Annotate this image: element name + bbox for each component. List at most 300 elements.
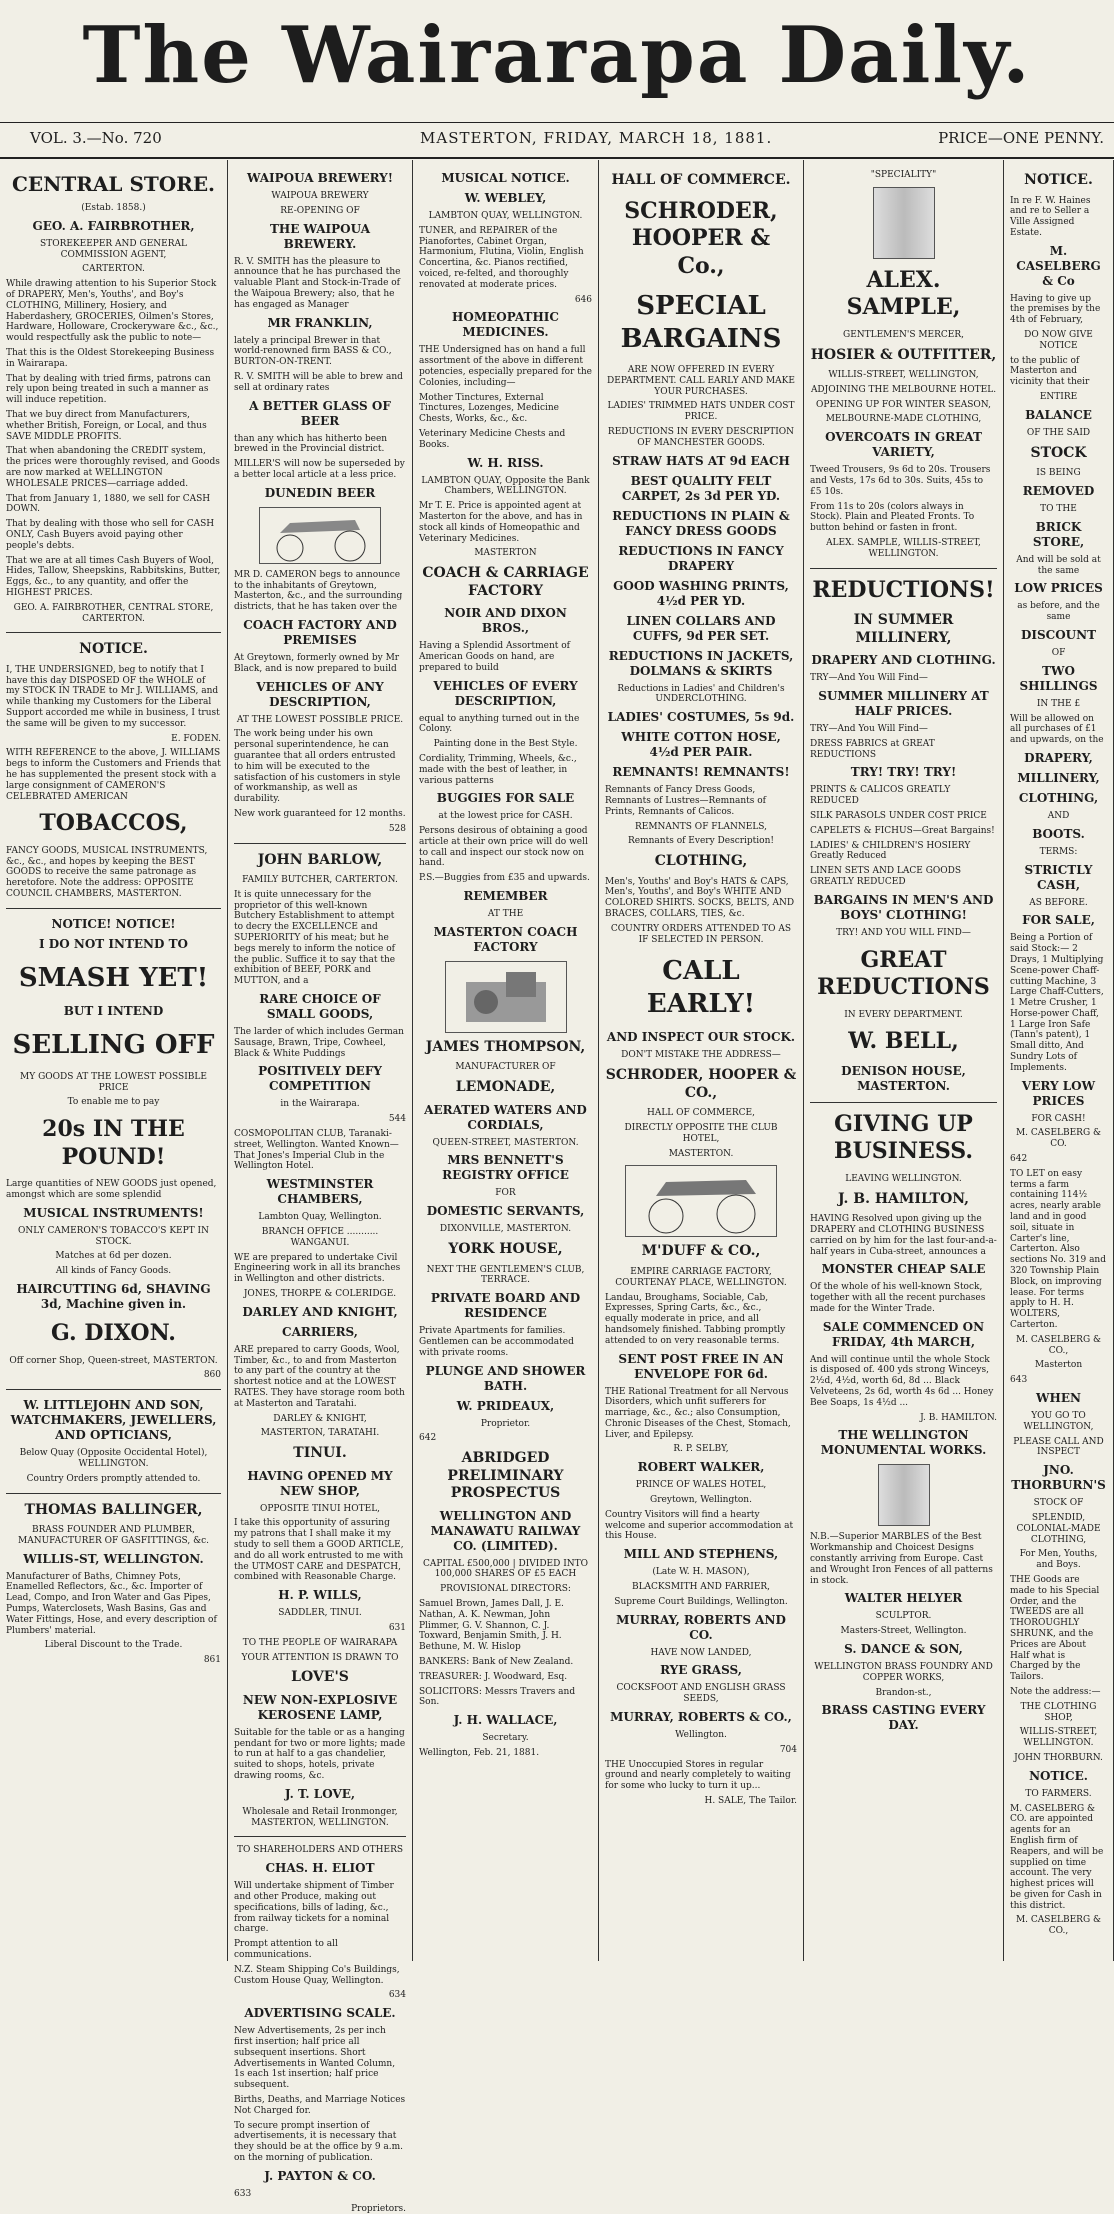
darley-sig: DARLEY & KNIGHT,	[273, 1413, 367, 1424]
lemonade: LEMONADE,	[455, 1079, 556, 1096]
notice-item: That by dealing with those who sell for CASH ONLY, Cash Buyers avoid paying other people's debts.	[6, 519, 215, 551]
walter-name: WALTER HELYER	[844, 1591, 963, 1606]
solicitors: SOLICITORS: Messrs Travers and Son.	[419, 1686, 576, 1708]
hose: WHITE COTTON HOSE, 4½d PER PAIR.	[621, 730, 781, 760]
coach-factory-body: Cordiality, Trimming, Wheels, &c., made with the best of leather, in various patterns	[419, 753, 577, 786]
aerated: AERATED WATERS AND CORDIALS,	[424, 1102, 587, 1132]
when: WHEN	[1036, 1391, 1081, 1405]
hamilton-sig: J. B. HAMILTON.	[920, 1412, 997, 1423]
ballinger-location: WILLIS-ST, WELLINGTON.	[23, 1551, 204, 1566]
opposite-club: DIRECTLY OPPOSITE THE CLUB HOTEL,	[624, 1123, 778, 1144]
of-said: OF THE SAID	[1026, 427, 1091, 438]
notice-heading: NOTICE.	[79, 641, 148, 658]
remnants-body: Remnants of Fancy Dress Goods, Remnants of Lustres—Remnants of Prints, Remnants of Calicos.	[605, 785, 766, 817]
call-early: CALL EARLY!	[646, 956, 756, 1019]
try-line: TRY—And You Will Find—	[810, 723, 928, 734]
camerons-line: ONLY CAMERON'S TOBACCO'S KEPT IN STOCK.	[18, 1225, 209, 1247]
mill-loc: Supreme Court Buildings, Wellington.	[614, 1596, 788, 1607]
coach-body: At Greytown, formerly owned by Mr Black, and is now prepared to build	[234, 652, 400, 674]
public: to the public of Masterton and vicinity that their	[1010, 355, 1090, 388]
terms: TERMS:	[1039, 846, 1078, 857]
tinui-heading: TINUI.	[293, 1445, 347, 1462]
divider	[6, 908, 221, 909]
try-find: TRY! AND YOU WILL FIND—	[836, 927, 971, 938]
to-the: TO THE	[1040, 503, 1077, 514]
carriage-illustration	[259, 507, 381, 564]
millinery: MILLINERY,	[1017, 770, 1100, 785]
plain-dress: REDUCTIONS IN PLAIN & FANCY DRESS GOODS	[612, 508, 790, 538]
notice-item: That from January 1, 1880, we sell for CASH DOWN.	[6, 493, 211, 515]
felt-carpet: BEST QUALITY FELT CARPET, 2s 3d PER YD.	[621, 473, 781, 503]
divider	[810, 1102, 997, 1103]
remember: REMEMBER	[463, 889, 548, 904]
ad-number: 634	[388, 1990, 406, 2001]
buggy-illustration	[625, 1165, 777, 1237]
ballinger-discount: Liberal Discount to the Trade.	[44, 1640, 183, 1651]
pound-heading: 20s IN THE POUND!	[42, 1116, 185, 1170]
brick-store: BRICK STORE,	[1032, 519, 1085, 549]
waipoua-re: RE-OPENING OF	[280, 205, 360, 216]
sample-heading: ALEX. SAMPLE,	[846, 266, 961, 321]
monument-illustration	[878, 1464, 930, 1526]
brass-casting: BRASS CASTING EVERY DAY.	[821, 1703, 986, 1733]
homeopathic-body: THE Undersigned has on hand a full assortment of the above in different potencies, especially prepared for the Colonies, including—	[419, 345, 592, 388]
coach-factory-heading: COACH & CARRIAGE FACTORY	[422, 565, 589, 599]
homeopathic-heading: HOMEOPATHIC MEDICINES.	[452, 310, 559, 340]
costumes: LADIES' COSTUMES, 5s 9d.	[607, 710, 795, 725]
hall-name: HALL OF COMMERCE,	[646, 1108, 755, 1119]
to-let-loc: Masterton	[1034, 1360, 1083, 1371]
barlow-small-goods: RARE CHOICE OF SMALL GOODS,	[259, 991, 381, 1021]
lowest-line: AT THE LOWEST POSSIBLE PRICE.	[236, 714, 404, 725]
dixon-location: Off corner Shop, Queen-street, MASTERTON.	[9, 1355, 218, 1366]
railway-heading: WELLINGTON AND MANAWATU RAILWAY CO. (LIMITED).	[430, 1508, 581, 1553]
farmers-notice: NOTICE.	[1029, 1768, 1088, 1783]
dixon-name: G. DIXON.	[51, 1320, 176, 1347]
straw-hats: STRAW HATS AT 9d EACH	[612, 453, 790, 468]
cameron-body: MR D. CAMERON begs to announce to the inhabitants of Greytown, Masterton, &c., and the surrounding districts, that he has taken over the	[234, 569, 403, 613]
overcoats: OVERCOATS IN GREAT VARIETY,	[825, 430, 982, 460]
summer-millinery: IN SUMMER MILLINERY,	[853, 612, 954, 646]
remember-at: AT THE	[487, 909, 524, 920]
waipoua-heading: WAIPOUA BREWERY!	[246, 171, 393, 185]
coach-factory-ps: P.S.—Buggies from £35 and upwards.	[419, 873, 590, 884]
advertising-role: Proprietors.	[351, 2203, 406, 2214]
thorburn-loc: WILLIS-STREET, WELLINGTON.	[1019, 1727, 1098, 1749]
splendid: SPLENDID, COLONIAL-MADE CLOTHING,	[1016, 1512, 1101, 1545]
murray-landed: HAVE NOW LANDED,	[650, 1647, 752, 1658]
eliot-loc: N.Z. Steam Shipping Co's Buildings, Custom House Quay, Wellington.	[234, 1964, 400, 1986]
bennett-servants: DOMESTIC SERVANTS,	[426, 1204, 585, 1219]
ad-number: 528	[388, 823, 406, 834]
monumental-heading: THE WELLINGTON MONUMENTAL WORKS.	[820, 1428, 987, 1458]
issue-date: MASTERTON, FRIDAY, MARCH 18, 1881.	[420, 129, 773, 147]
divider	[6, 1493, 221, 1494]
notice-signature: E. FODEN.	[171, 733, 221, 744]
linen-collars: LINEN COLLARS AND CUFFS, 9d PER SET.	[626, 613, 776, 643]
dress-fabrics: DRESS FABRICS at GREAT REDUCTIONS	[810, 738, 935, 760]
littlejohn-note: Country Orders promptly attended to.	[26, 1473, 201, 1484]
advertising-heading: ADVERTISING SCALE.	[244, 2006, 396, 2021]
love-sig: J. T. LOVE,	[284, 1786, 356, 1801]
treasurer: TREASURER: J. Woodward, Esq.	[419, 1671, 568, 1682]
lamp-heading: NEW NON-EXPLOSIVE KEROSENE LAMP,	[242, 1692, 398, 1722]
info-bar	[0, 122, 1114, 159]
ad-number: 642	[419, 1433, 437, 1444]
bennett-heading: MRS BENNETT'S REGISTRY OFFICE	[442, 1153, 569, 1183]
notice-item: That we buy direct from Manufacturers, whether British, Foreign, or Local, and thus SAVE MIDDLE PROFITS.	[6, 409, 207, 442]
bargains-clothing: BARGAINS IN MEN'S AND BOYS' CLOTHING!	[813, 892, 994, 922]
musical-notice-heading: MUSICAL NOTICE.	[441, 171, 570, 185]
mcduff-body: Landau, Broughams, Sociable, Cab, Expresses, Spring Carts, &c., &c., equally moderate in price, and all handsomely finished. Tabbing promptly attended to on very reasonable terms.	[605, 1292, 786, 1346]
thompson-loc: QUEEN-STREET, MASTERTON.	[432, 1137, 579, 1148]
notice-item: That when abandoning the CREDIT system, the prices were thoroughly revised, and Goods are now marked at WELLINGTON WHOLESALE PRICES—carriage added.	[6, 446, 220, 489]
monster-sale: MONSTER CHEAP SALE	[821, 1262, 986, 1277]
goods-line: MY GOODS AT THE LOWEST POSSIBLE PRICE	[20, 1071, 207, 1093]
balance: BALANCE	[1025, 407, 1092, 422]
ad-number: 704	[779, 1744, 797, 1755]
eliot-body: Will undertake shipment of Timber and other Produce, making out specifications, bills of lading, &c., from railway tickets for a nominal charge.	[234, 1881, 394, 1935]
wills-name: H. P. WILLS,	[278, 1588, 362, 1603]
ladies-hosiery: LADIES' & CHILDREN'S HOSIERY Greatly Reduced	[810, 840, 971, 862]
prints-calicos: PRINTS & CALICOS GREATLY REDUCED	[810, 785, 951, 807]
every-department: IN EVERY DEPARTMENT.	[844, 1009, 963, 1020]
webley-loc: LAMBTON QUAY, WELLINGTON.	[428, 211, 583, 221]
shirt-illustration	[873, 187, 935, 259]
for-sale-body: Being a Portion of said Stock:— 2 Drays, 1 Multiplying Scene-power Chaff-cutting Machine, 3 Large Chaff-Cutters, 1 Metre Crusher, 1 Horse-power Chaff, 1 Large Iron Safe (Tann's patent), 1 Small ditto, And Sundry Lots of Implements.	[1010, 933, 1104, 1073]
notice-line: BUT I INTEND	[63, 1004, 164, 1019]
walker-heading: ROBERT WALKER,	[637, 1460, 765, 1475]
drapery: DRAPERY,	[1024, 750, 1093, 765]
and: AND	[1047, 810, 1070, 821]
hall-heading: HALL OF COMMERCE.	[611, 172, 791, 188]
buggies-heading: BUGGIES FOR SALE	[436, 791, 575, 806]
haircutting-line: HAIRCUTTING 6d, SHAVING 3d, Machine given in.	[16, 1282, 211, 1312]
fancy-drapery: REDUCTIONS IN FANCY DRAPERY	[618, 543, 784, 573]
notice-body: I, THE UNDERSIGNED, beg to notify that I have this day DISPOSED OF the WHOLE of my STOCK IN TRADE to Mr J. WILLIAMS, and while thanking my Customers for the Liberal Support accorded me while in business, I trust the same will be given to my successor.	[6, 664, 220, 729]
coach-heading: COACH FACTORY AND PREMISES	[243, 617, 397, 647]
franklin: MR FRANKLIN,	[267, 315, 373, 330]
murray-heading: MURRAY, ROBERTS AND CO.	[616, 1612, 786, 1642]
for-cash: FOR CASH!	[1031, 1113, 1086, 1124]
coach-body: The work being under his own personal superintendence, he can guarantee that all orders entrusted to him will be executed to the satisfaction of his customers in style of workmanship, as well as durability.	[234, 729, 401, 805]
smash-heading: SMASH YET!	[18, 962, 209, 993]
donow: DO NOW GIVE NOTICE	[1024, 330, 1093, 351]
try-try: TRY! TRY! TRY!	[850, 765, 957, 780]
giving-up-heading: GIVING UP BUSINESS.	[833, 1110, 973, 1165]
divider	[810, 568, 997, 569]
notice-heading: NOTICE! NOTICE!	[51, 916, 176, 931]
owner-role: STOREKEEPER AND GENERAL COMMISSION AGENT,	[40, 238, 187, 260]
advertising-sig: J. PAYTON & CO.	[264, 2168, 376, 2183]
homeopathic-loc: LAMBTON QUAY, Opposite the Bank Chambers, WELLINGTON.	[421, 475, 590, 497]
divider	[6, 1389, 221, 1390]
wills-role: SADDLER, TINUI.	[278, 1608, 362, 1619]
plunge-line: PLUNGE AND SHOWER BATH.	[425, 1363, 586, 1393]
melbourne: MELBOURNE-MADE CLOTHING,	[825, 414, 982, 425]
store-body: While drawing attention to his Superior Stock of DRAPERY, Men's, Youths', and Boy's CLOTHING, Millinery, Hosiery, and Haberdashery, GROCERIES, Oilmen's Stores, Hardware, Holloware, Crockeryware &c., &c., would respectfully ask the public to note—	[6, 279, 219, 344]
bennett-loc: DIXONVILLE, MASTERTON.	[439, 1224, 572, 1235]
brass-foundry: WELLINGTON BRASS FOUNDRY AND COPPER WORKS,	[814, 1662, 993, 1683]
homeopathic-list: Mother Tinctures, External Tinctures, Lozenges, Medicine Chests, Works, &c., &c.	[419, 392, 560, 425]
column-6	[1004, 160, 1114, 1961]
volume-number: VOL. 3.—No. 720	[30, 129, 162, 147]
thorburn-sig: JOHN THORBURN.	[1014, 1752, 1103, 1763]
adjoining: ADJOINING THE MELBOURNE HOTEL.	[810, 384, 997, 395]
stock-of: STOCK OF	[1033, 1498, 1084, 1509]
mcduff-loc: EMPIRE CARRIAGE FACTORY, COURTENAY PLACE, WELLINGTON.	[615, 1266, 787, 1288]
eliot-heading: TO SHAREHOLDERS AND OTHERS	[236, 1845, 404, 1856]
divider	[234, 1836, 406, 1837]
sale-body: And will continue until the whole Stock is disposed of. 400 yds strong Winceys, 2½d, 4½d, worth 6d, 8d ... Black Velveteens, 2s 6d, worth 4s 6d ... Honey Bee Soaps, 1s 4½d ...	[810, 1354, 994, 1408]
as-before: AS BEFORE.	[1029, 897, 1088, 908]
wallace-loc: Wellington, Feb. 21, 1881.	[419, 1748, 540, 1758]
tweed: Tweed Trousers, 9s 6d to 20s. Trousers and Vests, 17s 6d to 30s. Suits, 45s to £5 10s.	[810, 465, 991, 497]
coach-factory-vehicles: VEHICLES OF EVERY DESCRIPTION,	[433, 678, 578, 708]
board-heading: PRIVATE BOARD AND RESIDENCE	[430, 1291, 581, 1321]
buggies-sub: at the lowest price for CASH.	[438, 811, 573, 822]
underclothing: Reductions in Ladies' and Children's UNDERCLOTHING.	[617, 683, 785, 705]
lamp-attention: YOUR ATTENTION IS DRAWN TO	[241, 1652, 399, 1663]
tinui-body: I take this opportunity of assuring my patrons that I shall make it my study to sell them a GOOD ARTICLE, and do all work entrusted to me with the UTMOST CARE and DESPATCH, combined with Reasonable Charge.	[234, 1518, 404, 1583]
farmers-sig: M. CASELBERG & CO.,	[1015, 1915, 1102, 1937]
tobacco-heading: TOBACCOS,	[39, 810, 188, 837]
tinui-sub: OPPOSITE TINUI HOTEL,	[259, 1503, 381, 1514]
removed: REMOVED	[1022, 483, 1095, 498]
two-shillings: TWO SHILLINGS	[1019, 663, 1098, 693]
brass-loc: Brandon-st.,	[875, 1687, 932, 1698]
notice-heading: NOTICE.	[1024, 172, 1093, 188]
denison-house: DENISON HOUSE, MASTERTON.	[841, 1063, 966, 1093]
goods-body: Large quantities of NEW GOODS just opened, amongst which are some splendid	[6, 1179, 217, 1201]
westminster-body: WE are prepared to undertake Civil Engineering work in all its branches in Wellington and other districts.	[234, 1252, 401, 1285]
notice-item: That this is the Oldest Storekeeping Business in Wairarapa.	[6, 347, 215, 369]
pridreaux-role: Proprietor.	[480, 1418, 531, 1429]
boots: BOOTS.	[1032, 826, 1085, 841]
special-bargains: SPECIAL BARGAINS	[620, 291, 782, 354]
ad-number: 631	[388, 1622, 406, 1633]
york-heading: YORK HOUSE,	[448, 1241, 563, 1258]
barlow-defy-sub: in the Wairarapa.	[280, 1099, 360, 1110]
shirts-from: From 11s to 20s (colors always in Stock). Plain and Pleated Fronts. To button behind or fasten in front.	[810, 501, 975, 534]
mcduff-heading: M'DUFF & CO.,	[641, 1243, 761, 1260]
matches-line: Matches at 6d per dozen.	[55, 1251, 172, 1262]
discount: DISCOUNT	[1020, 627, 1097, 642]
for-men: For Men, Youths, and Boys.	[1019, 1549, 1098, 1571]
hamilton-body: HAVING Resolved upon giving up the DRAPERY and CLOTHING BUSINESS carried on by him for the last four-and-a-half years in Cuba-street, announces a	[810, 1214, 997, 1257]
barlow-defy: POSITIVELY DEFY COMPETITION	[258, 1064, 382, 1094]
column-1	[0, 160, 228, 1961]
wallace-name: J. H. WALLACE,	[453, 1713, 558, 1728]
dunedin-beer: DUNEDIN BEER	[264, 485, 376, 500]
bankers: BANKERS: Bank of New Zealand.	[419, 1657, 574, 1668]
flannels: REMNANTS OF FLANNELS,	[634, 821, 768, 832]
sent-sig: R. P. SELBY,	[673, 1444, 729, 1455]
coach-note: New work guaranteed for 12 months.	[234, 808, 406, 819]
brewery-body: R. V. SMITH will be able to brew and sell at ordinary rates	[234, 371, 403, 393]
coachf-head: MASTERTON	[474, 548, 537, 559]
column-5	[804, 160, 1004, 1961]
webley-body: TUNER, and REPAIRER of the Pianofortes, Cabinet Organ, Harmonium, Flutina, Violin, English Concertina, &c. Pianos rectified, voiced, re-felted, and thoroughly renovated at moderate prices.	[419, 225, 584, 290]
eliot-name: CHAS. H. ELIOT	[265, 1861, 375, 1876]
masterton: MASTERTON.	[668, 1148, 734, 1159]
please-call: PLEASE CALL AND INSPECT	[1013, 1436, 1104, 1458]
cosmopolitan: COSMOPOLITAN CLUB, Taranaki-street, Wellington. Wanted Known—That Jones's Imperial Club in the Wellington Hotel.	[234, 1128, 399, 1172]
darley-loc: MASTERTON, TARATAHI.	[260, 1428, 380, 1439]
beer-line: A BETTER GLASS OF BEER	[249, 398, 391, 428]
sold-at: And will be sold at the same	[1016, 554, 1101, 576]
ad-number: 642	[1010, 1154, 1028, 1165]
monster-body: Of the whole of his well-known Stock, together with all the recent purchases made for the Winter Trade.	[810, 1282, 986, 1314]
enable-line: To enable me to pay	[67, 1097, 160, 1108]
eliot-note: Prompt attention to all communications.	[234, 1939, 338, 1961]
strictly-cash: STRICTLY CASH,	[1024, 862, 1093, 892]
lamp-public: TO THE PEOPLE OF WAIRARAPA	[242, 1637, 398, 1648]
york-loc: NEXT THE GENTLEMEN'S CLUB, TERRACE.	[426, 1264, 585, 1286]
masthead	[0, 0, 1114, 120]
barlow-heading: JOHN BARLOW,	[257, 851, 383, 868]
directors-heading: PROVISIONAL DIRECTORS:	[440, 1584, 571, 1595]
column-3	[413, 160, 599, 1961]
to-let-body: TO LET on easy terms a farm containing 114½ acres, nearly arable land and in good soil, situate in Carter's line, Carterton. Also sections No. 319 and 320 Township Plain Block, on improving lease. For terms apply to H. H. WOLTERS, Carterton.	[1010, 1168, 1106, 1331]
ad-number: 860	[203, 1370, 221, 1381]
loves-heading: LOVE'S	[291, 1669, 349, 1686]
speciality: "SPECIALITY"	[870, 170, 937, 180]
central-store-heading: CENTRAL STORE.	[11, 172, 216, 196]
remember-factory: MASTERTON COACH FACTORY	[433, 924, 578, 954]
monumental-body: N.B.—Superior MARBLES of the Best Workmanship and Choicest Designs constantly arriving from Europe. Cast and Wrought Iron Fences of all patterns in stock.	[810, 1532, 993, 1586]
advertising-note: To secure prompt insertion of advertisements, it is necessary that they should be at the office by 9 a.m. on the morning of publication.	[234, 2120, 404, 2163]
of: OF	[1051, 647, 1066, 658]
ad-number: 633	[234, 2188, 252, 2199]
selling-heading: SELLING OFF	[12, 1030, 215, 1061]
reductions-line: REDUCTIONS IN EVERY DESCRIPTION OF MANCHESTER GOODS.	[607, 426, 795, 448]
darley-body: ARE prepared to carry Goods, Wool, Timber, &c., to and from Masterton to any part of the country at the shortest notice and at the LOWEST RATES. They have storage room both at Masterton and Taratahi.	[234, 1344, 405, 1409]
waipoua-sub: WAIPOUA BREWERY	[271, 191, 369, 201]
thompson-role: MANUFACTURER OF	[455, 1062, 556, 1073]
coach-factory-body: equal to anything turned out in the Colony.	[419, 713, 580, 735]
location: CARTERTON.	[82, 264, 145, 275]
caselberg-sig: M. CASELBERG & CO.	[1015, 1128, 1102, 1150]
sample-loc: WILLIS-STREET, WELLINGTON,	[828, 370, 979, 381]
owner-name: GEO. A. FAIRBROTHER,	[32, 218, 195, 233]
rye-grass: RYE GRASS,	[660, 1663, 742, 1678]
inspect-stock: AND INSPECT OUR STOCK.	[606, 1030, 796, 1045]
notice-item: That we are at all times Cash Buyers of Wool, Hides, Tallow, Sheepskins, Rabbitskins, Butter, Eggs, &c., to any quantity, and offer the HIGHEST PRICES.	[6, 555, 221, 598]
address-prompt: DON'T MISTAKE THE ADDRESS—	[621, 1050, 781, 1061]
capital-line: CAPITAL £500,000 | DIVIDED INTO 100,000 SHARES OF £5 EACH	[422, 1558, 589, 1580]
hosier-heading: HOSIER & OUTFITTER,	[810, 346, 997, 363]
ad-number: 646	[574, 294, 592, 305]
ballinger-sub: BRASS FOUNDER AND PLUMBER, MANUFACTURER OF GASFITTINGS, &c.	[17, 1525, 209, 1546]
barlow-list: The larder of which includes German Sausage, Brawn, Tripe, Cowheel, Black & White Puddings	[234, 1026, 404, 1059]
bennett-for: FOR	[495, 1188, 516, 1199]
low-prices: LOW PRICES	[1014, 581, 1103, 596]
go-to-wellington: YOU GO TO WELLINGTON,	[1023, 1411, 1094, 1432]
coach-factory-paint: Painting done in the Best Style.	[433, 739, 578, 750]
est-year: (Estab. 1858.)	[81, 203, 146, 213]
coach-factory-body: Persons desirous of obtaining a good article at their own price will do well to call and inspect our stock now on hand.	[419, 826, 588, 869]
homeopathic-sig: W. H. RISS.	[467, 455, 544, 470]
for-sale: FOR SALE,	[1022, 913, 1095, 928]
notice-item: That by dealing with tried firms, patrons can rely upon being treated in such a manner as will induce repetition.	[6, 373, 211, 406]
webley-name: W. WEBLEY,	[464, 191, 547, 205]
ad-number: 544	[388, 1114, 406, 1125]
winter: OPENING UP FOR WINTER SEASON,	[816, 399, 991, 410]
fancy-line: All kinds of Fancy Goods.	[55, 1266, 172, 1277]
schroder-name: SCHRODER, HOOPER & CO.,	[605, 1067, 797, 1101]
masthead-title: The Wairarapa Daily.	[82, 10, 1032, 101]
ad-number: 861	[203, 1655, 221, 1666]
board-body: Private Apartments for families. Gentlemen can be accommodated with private rooms.	[419, 1326, 574, 1358]
sample-role: GENTLEMEN'S MERCER,	[843, 329, 964, 340]
tobacco-intro: WITH REFERENCE to the above, J. WILLIAMS begs to inform the Customers and Friends that he has supplemented the present stock with a large consignment of CAMERON'S CELEBRATED AMERICAN	[6, 748, 221, 802]
coach-factory-names: NOIR AND DIXON BROS.,	[444, 606, 567, 636]
sale-commenced: SALE COMMENCED ON FRIDAY, 4th MARCH,	[822, 1319, 985, 1349]
drapery-clothing: DRAPERY AND CLOTHING.	[811, 653, 996, 668]
sample-sig: ALEX. SAMPLE, WILLIS-STREET, WELLINGTON.	[826, 538, 981, 559]
great-reductions: GREAT REDUCTIONS	[817, 946, 990, 1001]
clothing: CLOTHING,	[1018, 790, 1099, 805]
ballinger-body: Manufacturer of Baths, Chimney Pots, Enamelled Reflectors, &c., &c. Importer of Lead, Compo, and Iron Water and Gas Pipes, Pumps, Waterclosets, Wash Basins, Gas and Water Fittings, Hose, and every description of Plumbers' material.	[6, 1571, 217, 1636]
darley-heading: DARLEY AND KNIGHT,	[242, 1304, 398, 1319]
thorburn-name: JNO. THORBURN'S	[1011, 1463, 1106, 1493]
reductions-heading: REDUCTIONS!	[812, 576, 995, 603]
divider	[234, 843, 406, 844]
directors-list: Samuel Brown, James Dall, J. E. Nathan, A. K. Newman, John Plimmer, G. V. Shannon, C. J. Toxward, Benjamin Smith, J. H. Bethune, M. W. Hislop	[419, 1599, 564, 1653]
issue-price: PRICE—ONE PENNY.	[938, 129, 1104, 147]
to-let-sig: M. CASELBERG & CO.,	[1015, 1334, 1102, 1356]
jackets: REDUCTIONS IN JACKETS, DOLMANS & SKIRTS	[608, 648, 794, 678]
dance-name: S. DANCE & SON,	[844, 1642, 963, 1657]
murray-loc: Wellington.	[675, 1730, 727, 1741]
coach-factory-body: Having a Splendid Assortment of American Goods on hand, are prepared to build	[419, 641, 570, 673]
barlow-role: FAMILY BUTCHER, CARTERTON.	[242, 875, 398, 885]
advertising-body: New Advertisements, 2s per inch first insertion; half price all subsequent insertions. Short Advertisements in Wanted Column, 1s each 1st insertion; half price subsequent.	[234, 2026, 396, 2091]
brewery-heading: THE WAIPOUA BREWERY.	[269, 221, 371, 251]
westminster-loc: Lambton Quay, Wellington.	[258, 1212, 382, 1223]
mill-role: BLACKSMITH AND FARRIER,	[631, 1582, 771, 1593]
thompson-heading: JAMES THOMPSON,	[425, 1038, 586, 1055]
bell-name: W. BELL,	[848, 1028, 959, 1055]
carriers: CARRIERS,	[282, 1324, 358, 1339]
farmers-body: M. CASELBERG & CO. are appointed agents for an English firm of Reapers, and will be supplied on time account. The very highest prices will be given for Cash in this district.	[1010, 1803, 1104, 1911]
country-orders: COUNTRY ORDERS ATTENDED TO AS IF SELECTED IN PERSON.	[610, 923, 792, 945]
westminster-sig: JONES, THORPE & COLERIDGE.	[243, 1288, 397, 1299]
brewery-body: than any which has hitherto been brewed in the Provincial district.	[234, 433, 388, 455]
vehicles-line: VEHICLES OF ANY DESCRIPTION,	[256, 679, 384, 709]
advertising-births: Births, Deaths, and Marriage Notices Not Charged for.	[234, 2094, 406, 2116]
store-body: THE Unoccupied Stores in regular ground and nearly completely to waiting for some who lucky to turn it up...	[605, 1759, 791, 1792]
wallace-role: Secretary.	[482, 1733, 529, 1744]
hamilton-name: J. B. HAMILTON,	[837, 1190, 970, 1207]
mill-late: (Late W. H. MASON),	[652, 1567, 750, 1578]
littlejohn-location: Below Quay (Opposite Occidental Hotel), WELLINGTON.	[19, 1448, 208, 1469]
sent-heading: SENT POST FREE IN AN ENVELOPE FOR 6d.	[618, 1351, 784, 1381]
prospectus-heading: ABRIDGED PRELIMINARY PROSPECTUS	[447, 1450, 564, 1502]
silk-parasols: SILK PARASOLS UNDER COST PRICE	[810, 810, 987, 821]
notice-line: I DO NOT INTEND TO	[39, 936, 188, 951]
walter-role: SCULPTOR.	[875, 1611, 932, 1622]
note-address: Note the address:—	[1010, 1686, 1101, 1697]
allowed: Will be allowed on all purchases of £1 and upwards, on the	[1010, 713, 1104, 746]
littlejohn-heading: W. LITTLEJOHN AND SON, WATCHMAKERS, JEWELLERS, AND OPTICIANS,	[10, 1398, 217, 1443]
schroder-heading: SCHRODER, HOOPER & Co.,	[624, 197, 778, 279]
tinui-shop: HAVING OPENED MY NEW SHOP,	[247, 1468, 393, 1498]
very-low-prices: VERY LOW PRICES	[1021, 1078, 1096, 1108]
clothing-body: Men's, Youths' and Boy's HATS & CAPS, Men's, Youths', and Boy's WHITE AND COLORED SHIRTS. SOCKS, BELTS, AND BRACES, COLLARS, TIES, &c.	[605, 876, 795, 920]
musical-heading: MUSICAL INSTRUMENTS!	[23, 1205, 204, 1220]
